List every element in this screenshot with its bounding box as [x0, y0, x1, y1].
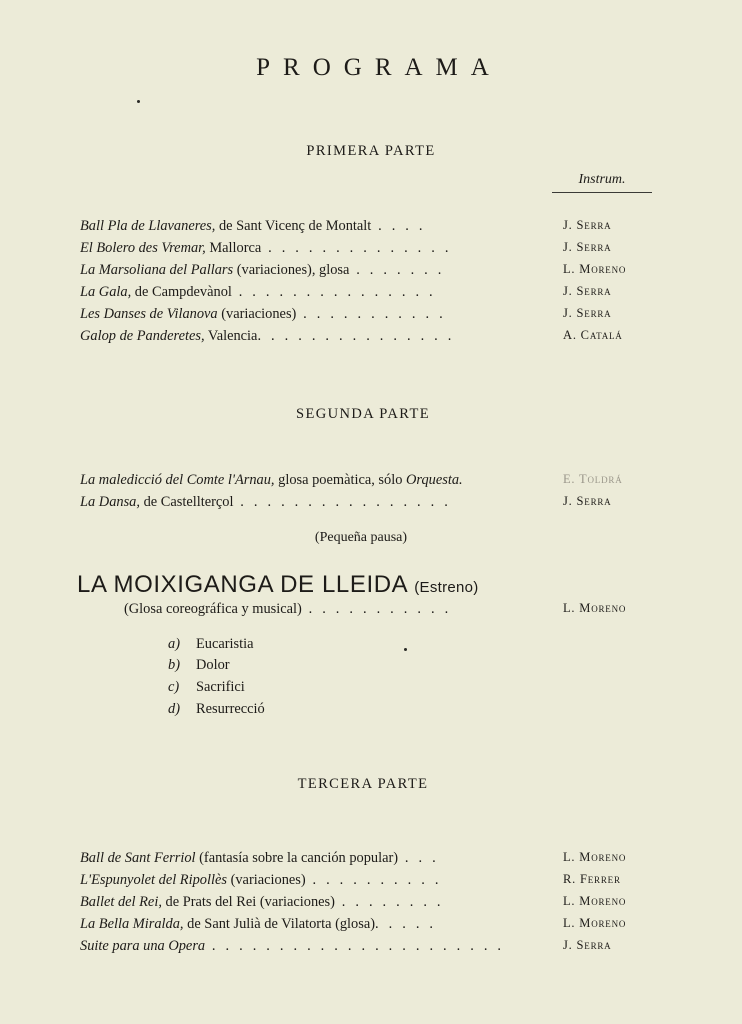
performer: R. Ferrer — [563, 872, 621, 886]
program-item: Ball Pla de Llavaneres, de Sant Vicenç de Montalt . . . . J. Serra — [80, 218, 612, 234]
program-item: La Gala, de Campdevànol . . . . . . . . . . . . . . . J. Serra — [80, 284, 612, 300]
performer: L. Moreno — [563, 601, 627, 615]
premiere-label: (Estreno) — [414, 579, 479, 596]
program-item: L'Espunyolet del Ripollès (variaciones) . . . . . . . . . . R. Ferrer — [80, 872, 621, 888]
program-item: Ballet del Rei, de Prats del Rei (variaciones) . . . . . . . . L. Moreno — [80, 894, 627, 910]
program-item: Galop de Panderetes, Valencia. . . . . . . . . . . . . . . A. Catalá — [80, 328, 623, 344]
feature-title: LA MOIXIGANGA DE LLEIDA (Estreno) — [77, 571, 479, 598]
pause-note: (Pequeña pausa) — [314, 530, 408, 545]
section-heading-tercera: TERCERA PARTE — [297, 776, 429, 792]
performer: J. Serra — [563, 494, 612, 508]
performer: J. Serra — [563, 240, 612, 254]
performer: J. Serra — [563, 218, 612, 232]
program-item: La Marsoliana del Pallars (variaciones), glosa . . . . . . . L. Moreno — [80, 262, 627, 278]
program-item: La Bella Miralda, de Sant Julià de Vilatorta (glosa). . . . . L. Moreno — [80, 916, 627, 932]
performer: L. Moreno — [563, 262, 627, 276]
program-item: Ball de Sant Ferriol (fantasía sobre la canción popular) . . . L. Moreno — [80, 850, 627, 866]
program-item: El Bolero des Vremar, Mallorca . . . . . . . . . . . . . . J. Serra — [80, 240, 612, 256]
movement-item: a) Eucaristia — [168, 636, 254, 652]
performer: L. Moreno — [563, 894, 627, 908]
program-item: Les Danses de Vilanova (variaciones) . . . . . . . . . . . J. Serra — [80, 306, 612, 322]
movement-item: b) Dolor — [168, 657, 230, 673]
section-heading-primera: PRIMERA PARTE — [306, 143, 436, 159]
program-item: La maledicció del Comte l'Arnau, glosa poemàtica, sólo Orquesta. E. Toldrá — [80, 472, 623, 488]
movement-item: c) Sacrifici — [168, 679, 245, 695]
instrum-column-header: Instrum. — [552, 172, 652, 193]
ink-speck — [404, 648, 407, 651]
movement-item: d) Resurrecció — [168, 701, 265, 717]
performer: A. Catalá — [563, 328, 623, 342]
performer: L. Moreno — [563, 850, 627, 864]
performer: L. Moreno — [563, 916, 627, 930]
section-heading-segunda: SEGUNDA PARTE — [295, 406, 431, 422]
program-item: Suite para una Opera . . . . . . . . . . . . . . . . . . . . . . J. Serra — [80, 938, 612, 954]
performer: J. Serra — [563, 306, 612, 320]
ink-speck — [137, 100, 140, 103]
feature-subtitle-row: (Glosa coreográfica y musical) . . . . . . . . . . . L. Moreno — [124, 601, 627, 617]
program-item: La Dansa, de Castellterçol . . . . . . . . . . . . . . . . J. Serra — [80, 494, 612, 510]
performer: E. Toldrá — [563, 472, 623, 486]
performer: J. Serra — [563, 284, 612, 298]
performer: J. Serra — [563, 938, 612, 952]
page-title: PROGRAMA — [256, 54, 502, 81]
